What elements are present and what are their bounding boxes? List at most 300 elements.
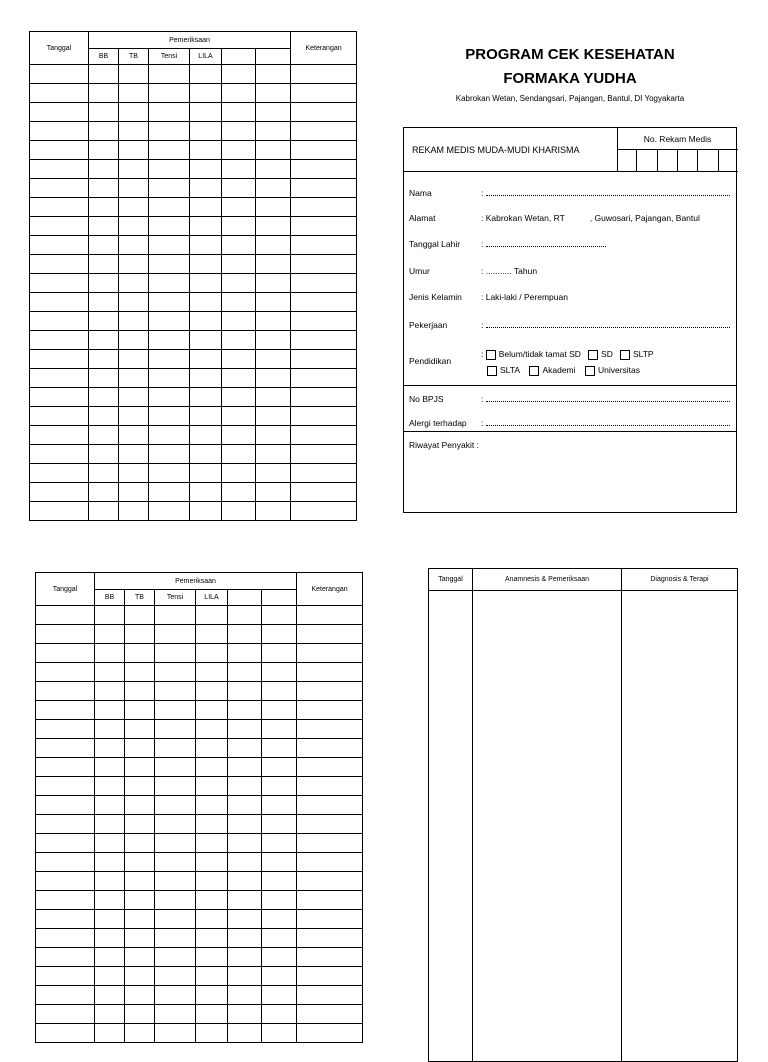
table-cell[interactable] [222,122,256,141]
table-cell[interactable] [125,815,155,834]
table-cell[interactable] [291,388,357,407]
table-cell[interactable] [149,122,190,141]
table-cell[interactable] [196,910,228,929]
table-cell[interactable] [262,1005,297,1024]
table-cell[interactable] [222,445,256,464]
table-cell[interactable] [95,1005,125,1024]
table-cell[interactable] [190,350,222,369]
table-cell[interactable] [291,65,357,84]
table-cell[interactable] [190,483,222,502]
table-cell[interactable] [196,777,228,796]
table-cell[interactable] [222,464,256,483]
table-cell[interactable] [119,179,149,198]
table-cell[interactable] [119,388,149,407]
table-cell[interactable] [256,179,291,198]
table-cell[interactable] [297,606,363,625]
table-cell[interactable] [149,255,190,274]
table-cell[interactable] [190,103,222,122]
table-cell[interactable] [36,606,95,625]
table-cell[interactable] [89,407,119,426]
table-cell[interactable] [190,331,222,350]
table-cell[interactable] [291,236,357,255]
table-cell[interactable] [89,293,119,312]
table-cell[interactable] [291,217,357,236]
table-cell[interactable] [155,625,196,644]
table-cell[interactable] [36,1024,95,1043]
table-cell[interactable] [125,929,155,948]
table-cell[interactable] [30,483,89,502]
table-cell[interactable] [228,986,262,1005]
table-cell[interactable] [297,663,363,682]
table-cell[interactable] [119,426,149,445]
table-cell[interactable] [222,65,256,84]
table-cell[interactable] [125,872,155,891]
table-cell[interactable] [149,179,190,198]
table-cell[interactable] [291,502,357,521]
table-cell[interactable] [89,217,119,236]
table-cell[interactable] [297,1024,363,1043]
table-cell[interactable] [256,407,291,426]
table-cell[interactable] [228,967,262,986]
diag-cell-tanggal[interactable] [429,591,473,1062]
table-cell[interactable] [155,663,196,682]
table-cell[interactable] [228,682,262,701]
table-cell[interactable] [256,426,291,445]
table-cell[interactable] [196,815,228,834]
table-cell[interactable] [95,853,125,872]
table-cell[interactable] [256,122,291,141]
table-cell[interactable] [149,369,190,388]
table-cell[interactable] [196,701,228,720]
table-cell[interactable] [125,739,155,758]
table-cell[interactable] [89,331,119,350]
table-cell[interactable] [222,236,256,255]
table-cell[interactable] [95,834,125,853]
table-cell[interactable] [190,198,222,217]
table-cell[interactable] [222,293,256,312]
table-cell[interactable] [228,891,262,910]
table-cell[interactable] [196,1005,228,1024]
table-cell[interactable] [149,103,190,122]
table-cell[interactable] [256,388,291,407]
table-cell[interactable] [119,407,149,426]
table-cell[interactable] [155,720,196,739]
table-cell[interactable] [155,910,196,929]
table-cell[interactable] [89,236,119,255]
table-cell[interactable] [228,644,262,663]
table-cell[interactable] [149,350,190,369]
table-cell[interactable] [291,274,357,293]
table-cell[interactable] [125,796,155,815]
field-no-bpjs[interactable]: No BPJS : [409,394,734,404]
table-cell[interactable] [149,84,190,103]
table-cell[interactable] [119,502,149,521]
table-cell[interactable] [262,967,297,986]
table-cell[interactable] [256,255,291,274]
table-cell[interactable] [30,369,89,388]
table-cell[interactable] [256,502,291,521]
table-cell[interactable] [297,834,363,853]
table-cell[interactable] [125,663,155,682]
table-cell[interactable] [95,701,125,720]
table-cell[interactable] [119,312,149,331]
table-cell[interactable] [256,160,291,179]
table-cell[interactable] [262,682,297,701]
table-cell[interactable] [190,426,222,445]
table-cell[interactable] [196,853,228,872]
field-alergi[interactable]: Alergi terhadap : [409,418,734,428]
table-cell[interactable] [89,426,119,445]
table-cell[interactable] [119,331,149,350]
diag-cell-diagnosis[interactable] [622,591,738,1062]
table-cell[interactable] [190,445,222,464]
table-cell[interactable] [190,84,222,103]
table-cell[interactable] [119,274,149,293]
table-cell[interactable] [291,445,357,464]
table-cell[interactable] [196,796,228,815]
table-cell[interactable] [262,834,297,853]
field-umur[interactable]: Umur : ........... Tahun [409,266,538,276]
table-cell[interactable] [222,274,256,293]
table-cell[interactable] [149,312,190,331]
table-cell[interactable] [95,720,125,739]
table-cell[interactable] [228,625,262,644]
table-cell[interactable] [291,293,357,312]
table-cell[interactable] [262,625,297,644]
table-cell[interactable] [256,483,291,502]
table-cell[interactable] [30,236,89,255]
table-cell[interactable] [262,739,297,758]
table-cell[interactable] [291,198,357,217]
table-cell[interactable] [222,369,256,388]
table-cell[interactable] [228,929,262,948]
table-cell[interactable] [36,910,95,929]
table-cell[interactable] [190,141,222,160]
table-cell[interactable] [36,853,95,872]
table-cell[interactable] [291,179,357,198]
table-cell[interactable] [196,948,228,967]
table-cell[interactable] [196,758,228,777]
table-cell[interactable] [149,293,190,312]
table-cell[interactable] [125,720,155,739]
table-cell[interactable] [297,682,363,701]
table-cell[interactable] [155,986,196,1005]
table-cell[interactable] [291,483,357,502]
table-cell[interactable] [155,606,196,625]
table-cell[interactable] [222,198,256,217]
table-cell[interactable] [89,103,119,122]
table-cell[interactable] [149,65,190,84]
table-cell[interactable] [196,606,228,625]
table-cell[interactable] [155,948,196,967]
table-cell[interactable] [89,122,119,141]
table-cell[interactable] [36,739,95,758]
table-cell[interactable] [196,625,228,644]
table-cell[interactable] [155,1024,196,1043]
table-cell[interactable] [149,331,190,350]
table-cell[interactable] [36,644,95,663]
table-cell[interactable] [262,815,297,834]
table-cell[interactable] [155,777,196,796]
table-cell[interactable] [262,777,297,796]
table-cell[interactable] [291,160,357,179]
table-cell[interactable] [149,274,190,293]
table-cell[interactable] [155,815,196,834]
table-cell[interactable] [36,986,95,1005]
table-cell[interactable] [89,350,119,369]
field-alamat[interactable]: Alamat : Kabrokan Wetan, RT , Guwosari, Pajangan, Bantul [409,213,700,223]
table-cell[interactable] [95,796,125,815]
table-cell[interactable] [95,986,125,1005]
table-cell[interactable] [155,891,196,910]
table-cell[interactable] [30,312,89,331]
table-cell[interactable] [125,967,155,986]
table-cell[interactable] [155,967,196,986]
table-cell[interactable] [30,179,89,198]
table-cell[interactable] [256,350,291,369]
table-cell[interactable] [125,701,155,720]
table-cell[interactable] [291,255,357,274]
table-cell[interactable] [262,1024,297,1043]
table-cell[interactable] [190,122,222,141]
table-cell[interactable] [297,910,363,929]
table-cell[interactable] [119,160,149,179]
table-cell[interactable] [30,141,89,160]
table-cell[interactable] [149,445,190,464]
table-cell[interactable] [36,777,95,796]
table-cell[interactable] [228,948,262,967]
table-cell[interactable] [291,407,357,426]
table-cell[interactable] [196,720,228,739]
table-cell[interactable] [256,445,291,464]
table-cell[interactable] [95,758,125,777]
table-cell[interactable] [196,929,228,948]
table-cell[interactable] [228,815,262,834]
table-cell[interactable] [30,274,89,293]
table-cell[interactable] [30,103,89,122]
table-cell[interactable] [95,777,125,796]
table-cell[interactable] [30,407,89,426]
table-cell[interactable] [36,967,95,986]
table-cell[interactable] [95,1024,125,1043]
table-cell[interactable] [30,502,89,521]
table-cell[interactable] [291,122,357,141]
table-cell[interactable] [291,426,357,445]
edu-option-sd[interactable]: SD [588,349,613,359]
table-cell[interactable] [36,815,95,834]
table-cell[interactable] [297,758,363,777]
table-cell[interactable] [297,625,363,644]
table-cell[interactable] [228,1005,262,1024]
table-cell[interactable] [30,388,89,407]
table-cell[interactable] [30,84,89,103]
table-cell[interactable] [36,872,95,891]
table-cell[interactable] [262,853,297,872]
table-cell[interactable] [262,891,297,910]
table-cell[interactable] [149,236,190,255]
table-cell[interactable] [297,891,363,910]
field-nama[interactable]: Nama : [409,188,734,198]
table-cell[interactable] [262,948,297,967]
table-cell[interactable] [30,426,89,445]
table-cell[interactable] [155,853,196,872]
field-jenis-kelamin[interactable]: Jenis Kelamin : Laki-laki / Perempuan [409,292,568,302]
table-cell[interactable] [228,606,262,625]
table-cell[interactable] [297,948,363,967]
table-cell[interactable] [190,179,222,198]
table-cell[interactable] [119,103,149,122]
table-cell[interactable] [36,758,95,777]
table-cell[interactable] [222,350,256,369]
table-cell[interactable] [119,464,149,483]
table-cell[interactable] [222,312,256,331]
table-cell[interactable] [119,369,149,388]
table-cell[interactable] [36,720,95,739]
table-cell[interactable] [297,872,363,891]
table-cell[interactable] [222,426,256,445]
table-cell[interactable] [30,198,89,217]
table-cell[interactable] [196,663,228,682]
table-cell[interactable] [196,739,228,758]
table-cell[interactable] [196,644,228,663]
table-cell[interactable] [36,1005,95,1024]
table-cell[interactable] [30,122,89,141]
table-cell[interactable] [95,815,125,834]
table-cell[interactable] [262,720,297,739]
table-cell[interactable] [89,464,119,483]
table-cell[interactable] [95,872,125,891]
table-cell[interactable] [291,350,357,369]
table-cell[interactable] [155,872,196,891]
table-cell[interactable] [89,502,119,521]
table-cell[interactable] [196,1024,228,1043]
table-cell[interactable] [262,872,297,891]
table-cell[interactable] [125,891,155,910]
table-cell[interactable] [125,1024,155,1043]
table-cell[interactable] [291,84,357,103]
table-cell[interactable] [297,967,363,986]
table-cell[interactable] [125,948,155,967]
table-cell[interactable] [36,891,95,910]
table-cell[interactable] [256,198,291,217]
table-cell[interactable] [222,255,256,274]
table-cell[interactable] [190,255,222,274]
diag-cell-anamnesis[interactable] [473,591,622,1062]
table-cell[interactable] [256,217,291,236]
table-cell[interactable] [89,483,119,502]
table-cell[interactable] [196,872,228,891]
table-cell[interactable] [222,388,256,407]
table-cell[interactable] [256,464,291,483]
table-cell[interactable] [297,739,363,758]
table-cell[interactable] [190,312,222,331]
table-cell[interactable] [196,834,228,853]
table-cell[interactable] [95,682,125,701]
table-cell[interactable] [30,217,89,236]
table-cell[interactable] [89,198,119,217]
table-cell[interactable] [297,720,363,739]
table-cell[interactable] [228,720,262,739]
table-cell[interactable] [155,682,196,701]
table-cell[interactable] [119,65,149,84]
table-cell[interactable] [190,502,222,521]
table-cell[interactable] [297,777,363,796]
table-cell[interactable] [262,758,297,777]
table-cell[interactable] [89,179,119,198]
table-cell[interactable] [228,663,262,682]
edu-option-akademi[interactable]: Akademi [529,365,575,375]
table-cell[interactable] [89,312,119,331]
table-cell[interactable] [149,160,190,179]
table-cell[interactable] [190,464,222,483]
table-cell[interactable] [228,739,262,758]
table-cell[interactable] [149,388,190,407]
table-cell[interactable] [155,796,196,815]
table-cell[interactable] [125,986,155,1005]
table-cell[interactable] [291,369,357,388]
table-cell[interactable] [228,872,262,891]
table-cell[interactable] [36,625,95,644]
table-cell[interactable] [119,198,149,217]
table-cell[interactable] [89,84,119,103]
table-cell[interactable] [262,910,297,929]
table-cell[interactable] [125,644,155,663]
table-cell[interactable] [119,483,149,502]
table-cell[interactable] [95,663,125,682]
edu-option-slta[interactable]: SLTA [487,365,520,375]
table-cell[interactable] [30,350,89,369]
table-cell[interactable] [190,217,222,236]
table-cell[interactable] [228,834,262,853]
table-cell[interactable] [89,141,119,160]
table-cell[interactable] [228,701,262,720]
table-cell[interactable] [149,141,190,160]
table-cell[interactable] [196,891,228,910]
table-cell[interactable] [291,331,357,350]
table-cell[interactable] [149,483,190,502]
table-cell[interactable] [190,388,222,407]
table-cell[interactable] [125,682,155,701]
table-cell[interactable] [190,160,222,179]
table-cell[interactable] [297,644,363,663]
table-cell[interactable] [36,834,95,853]
table-cell[interactable] [196,986,228,1005]
table-cell[interactable] [155,701,196,720]
table-cell[interactable] [30,293,89,312]
table-cell[interactable] [125,834,155,853]
edu-option-sltp[interactable]: SLTP [620,349,654,359]
table-cell[interactable] [36,948,95,967]
table-cell[interactable] [262,644,297,663]
table-cell[interactable] [125,625,155,644]
table-cell[interactable] [119,445,149,464]
table-cell[interactable] [256,331,291,350]
table-cell[interactable] [95,910,125,929]
table-cell[interactable] [119,255,149,274]
table-cell[interactable] [89,255,119,274]
table-cell[interactable] [155,929,196,948]
table-cell[interactable] [89,65,119,84]
table-cell[interactable] [297,1005,363,1024]
table-cell[interactable] [222,407,256,426]
table-cell[interactable] [36,929,95,948]
table-cell[interactable] [228,910,262,929]
table-cell[interactable] [297,853,363,872]
table-cell[interactable] [95,891,125,910]
table-cell[interactable] [155,1005,196,1024]
table-cell[interactable] [155,758,196,777]
table-cell[interactable] [30,255,89,274]
